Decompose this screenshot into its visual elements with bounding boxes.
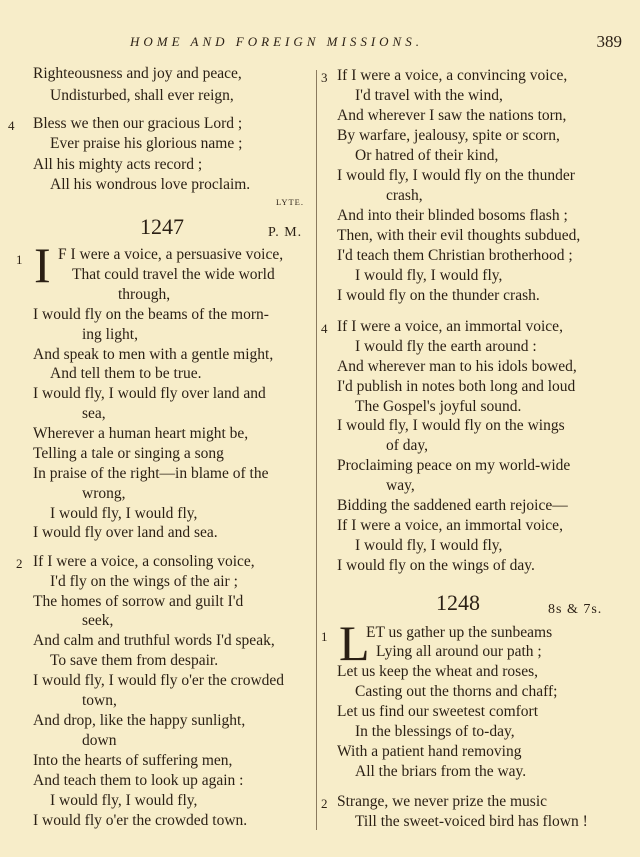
verse-number: 1 xyxy=(321,629,328,644)
verse-line: I would fly, I would fly, xyxy=(50,505,198,522)
verse-line: And wherever man to his idols bowed, xyxy=(337,358,577,375)
verse-line: Into the hearts of suffering men, xyxy=(33,752,233,769)
verse-line: In praise of the right—in blame of the xyxy=(33,465,269,482)
verse-line: Then, with their evil thoughts subdued, xyxy=(337,227,581,244)
verse-line: Let us find our sweetest comfort xyxy=(337,703,539,720)
verse-line: I would fly, I would fly on the thunder xyxy=(337,167,575,184)
verse-line: I would fly, I would fly on the wings xyxy=(337,417,565,434)
verse-line: I would fly the earth around : xyxy=(355,338,537,355)
column-divider xyxy=(316,70,317,830)
verse-line: I would fly, I would fly over land and xyxy=(33,385,266,402)
verse-line: Telling a tale or singing a song xyxy=(33,445,224,462)
verse-line: Casting out the thorns and chaff; xyxy=(355,683,558,700)
verse-line: Let us keep the wheat and roses, xyxy=(337,663,539,680)
page-number: 389 xyxy=(596,32,622,51)
verse-line: Bidding the saddened earth rejoice— xyxy=(337,497,568,514)
verse-line: All the briars from the way. xyxy=(355,763,527,780)
verse-line: And drop, like the happy sunlight, xyxy=(33,712,246,729)
verse-line: wrong, xyxy=(82,485,126,502)
verse-line: Or hatred of their kind, xyxy=(355,147,499,164)
verse-line: I would fly on the thunder crash. xyxy=(337,287,540,304)
verse-line: I'd teach them Christian brotherhood ; xyxy=(337,247,573,264)
verse-line: That could travel the wide world xyxy=(72,266,275,283)
verse-number: 1 xyxy=(16,252,23,267)
verse-line: And calm and truthful words I'd speak, xyxy=(33,632,275,649)
verse-line: All his mighty acts record ; xyxy=(33,156,203,173)
verse-line: I would fly, I would fly, xyxy=(355,267,503,284)
drop-cap: I xyxy=(34,237,51,293)
hymn-number: 1248 xyxy=(436,590,480,615)
verse-line: If I were a voice, a consoling voice, xyxy=(33,553,255,570)
verse-line: I would fly, I would fly, xyxy=(50,792,198,809)
verse-line: through, xyxy=(118,286,171,303)
verse-line: I would fly on the beams of the morn- xyxy=(33,306,269,323)
running-title: HOME AND FOREIGN MISSIONS. xyxy=(130,34,423,49)
verse-line: I would fly, I would fly o'er the crowded xyxy=(33,672,285,689)
drop-cap: L xyxy=(339,615,370,671)
verse-line: I would fly over land and sea. xyxy=(33,524,218,541)
verse-number: 2 xyxy=(321,796,328,811)
verse-line: I would fly o'er the crowded town. xyxy=(33,812,248,829)
verse-line: And teach them to look up again : xyxy=(33,772,244,789)
hymn-meter: 8s & 7s. xyxy=(548,602,603,617)
verse-line: All his wondrous love proclaim. xyxy=(50,176,251,193)
verse-line: I would fly, I would fly, xyxy=(355,537,503,554)
verse-line: And speak to men with a gentle might, xyxy=(33,346,274,363)
verse-number: 4 xyxy=(8,118,15,133)
verse-line: The Gospel's joyful sound. xyxy=(355,398,522,415)
verse-line: Till the sweet-voiced bird has flown ! xyxy=(355,813,588,830)
verse-number: 4 xyxy=(321,321,328,336)
page-header xyxy=(0,32,640,54)
verse-line: Lying all around our path ; xyxy=(376,643,542,660)
verse-line: And into their blinded bosoms flash ; xyxy=(337,207,568,224)
verse-line: And wherever I saw the nations torn, xyxy=(337,107,567,124)
verse-line: If I were a voice, an immortal voice, xyxy=(337,517,563,534)
hymn-attribution: LYTE. xyxy=(276,197,304,207)
verse-line: ET us gather up the sunbeams xyxy=(366,624,553,641)
verse-line: of day, xyxy=(386,437,429,454)
verse-line: way, xyxy=(386,477,415,494)
verse-line: The homes of sorrow and guilt I'd xyxy=(33,593,244,610)
verse-line: Strange, we never prize the music xyxy=(337,793,548,810)
hymn-meter: P. M. xyxy=(268,225,303,240)
verse-line: With a patient hand removing xyxy=(337,743,522,760)
verse-line: seek, xyxy=(82,612,114,629)
verse-line: I'd fly on the wings of the air ; xyxy=(50,573,238,590)
verse-line: And tell them to be true. xyxy=(50,365,202,382)
verse-line: If I were a voice, a convincing voice, xyxy=(337,67,568,84)
verse-number: 3 xyxy=(321,70,328,85)
verse-line: Undisturbed, shall ever reign, xyxy=(50,87,234,104)
verse-line: By warfare, jealousy, spite or scorn, xyxy=(337,127,560,144)
verse-line: To save them from despair. xyxy=(50,652,219,669)
verse-line: town, xyxy=(82,692,117,709)
verse-line: I'd travel with the wind, xyxy=(355,87,503,104)
verse-number: 2 xyxy=(16,556,23,571)
verse-line: Wherever a human heart might be, xyxy=(33,425,249,442)
verse-line: crash, xyxy=(386,187,423,204)
verse-line: sea, xyxy=(82,405,106,422)
verse-line: ing light, xyxy=(82,326,138,343)
verse-line: If I were a voice, an immortal voice, xyxy=(337,318,563,335)
hymn-number: 1247 xyxy=(140,214,184,239)
verse-line: I'd publish in notes both long and loud xyxy=(337,378,576,395)
verse-line: I would fly on the wings of day. xyxy=(337,557,535,574)
verse-line: Bless we then our gracious Lord ; xyxy=(33,115,243,132)
verse-line: Proclaiming peace on my world-wide xyxy=(337,457,571,474)
verse-line: down xyxy=(82,732,117,749)
verse-line: F I were a voice, a persuasive voice, xyxy=(58,246,284,263)
verse-line: Righteousness and joy and peace, xyxy=(33,65,242,82)
verse-line: In the blessings of to-day, xyxy=(355,723,515,740)
verse-line: Ever praise his glorious name ; xyxy=(50,135,243,152)
